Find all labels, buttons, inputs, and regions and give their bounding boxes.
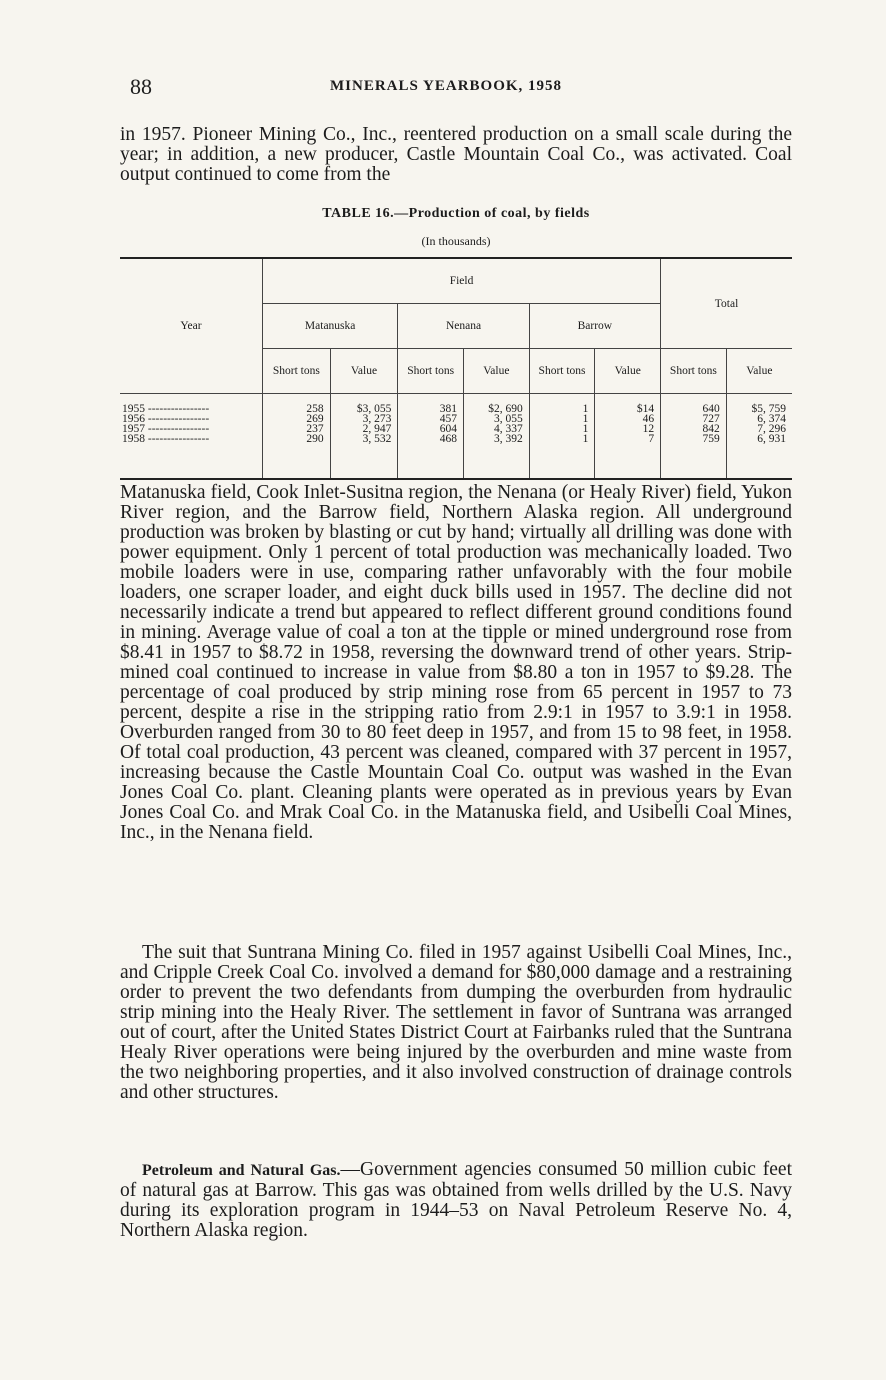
coal-production-table — [120, 257, 792, 480]
matanuska-tons-column — [263, 394, 331, 480]
nenana-tons-column — [398, 394, 464, 480]
barrow-tons-values: 1 1 1 1 — [582, 403, 589, 445]
matanuska-header: Matanuska — [263, 304, 398, 349]
total-value-values: $5, 759 6, 374 7, 296 6, 931 — [751, 403, 786, 445]
section-heading-petroleum: Petroleum and Natural Gas. — [142, 1162, 341, 1179]
nenana-tons-values: 381 457 604 468 — [439, 403, 458, 445]
barrow-value-values: $14 46 12 7 — [636, 403, 655, 445]
short-tons-header: Short tons — [398, 349, 464, 394]
nenana-header: Nenana — [398, 304, 529, 349]
year-header: Year — [120, 258, 263, 394]
total-tons-column — [661, 394, 727, 480]
barrow-tons-column — [529, 394, 595, 480]
short-tons-header: Short tons — [529, 349, 595, 394]
paragraph-petroleum — [120, 1160, 792, 1241]
value-header: Value — [330, 349, 398, 394]
total-tons-values: 640 727 842 759 — [702, 403, 720, 445]
total-header: Total — [661, 258, 792, 349]
value-header: Value — [726, 349, 792, 394]
total-value-column — [726, 394, 792, 480]
nenana-value-values: $2, 690 3, 055 4, 337 3, 392 — [488, 403, 523, 445]
value-header: Value — [464, 349, 530, 394]
nenana-value-column — [464, 394, 530, 480]
running-head — [120, 74, 800, 98]
year-values: 1955 ---------------- 1956 ---------------- 1957 ---------------- 1958 ---------------- — [122, 404, 210, 444]
paragraph-petroleum-text: —Government agencies consumed 50 million cubic feet of natural gas at Barrow. This gas was obtained from wells drilled by the U.S. Navy during its exploration program in 1944–53 on Naval Petroleum Reserve No. 4, Northern Alaska region. — [120, 1159, 793, 1241]
paragraph-lawsuit: The suit that Suntrana Mining Co. filed in 1957 against Usibelli Coal Mines, Inc., and Cripple Creek Coal Co. involved a demand for $80,000 damage and a restraining order to prevent the two defendants from dumping the overburden from hydraulic strip mining into the Healy River. The settlement in favor of Suntrana was arranged out of court, after the United States District Court at Fairbanks ruled that the Suntrana Healy River operations were being injured by the overburden and mine waste from the two neighboring properties, and it also involved construction of drainage controls and other structures. — [120, 942, 792, 1103]
matanuska-tons-values: 258 269 237 290 — [306, 403, 324, 445]
value-header: Value — [595, 349, 661, 394]
matanuska-value-values: $3, 055 3, 273 2, 947 3, 532 — [356, 403, 392, 445]
barrow-value-column — [595, 394, 661, 480]
table-title: TABLE 16.—Production of coal, by fields — [322, 206, 590, 221]
short-tons-header: Short tons — [263, 349, 331, 394]
paragraph-intro: in 1957. Pioneer Mining Co., Inc., reentered production on a small scale during the year; in addition, a new producer, Castle Mountain Coal Co., was activated. Coal output continued to come from the — [120, 124, 792, 185]
year-column — [120, 394, 263, 480]
barrow-header: Barrow — [529, 304, 660, 349]
matanuska-value-column — [330, 394, 398, 480]
field-header: Field — [263, 258, 661, 304]
page-number: 88 — [130, 74, 152, 99]
paragraph-fields: Matanuska field, Cook Inlet-Susitna region, the Nenana (or Healy River) field, Yukon River region, and the Barrow field, Northern Alaska region. All underground production was broken by blasting or cut by hand; virtually all drilling was done with power equipment. Only 1 percent of total production was mechanically loaded. Two mobile loaders were in use, comparing rather unfavorably with the four mobile loaders, one scraper loader, and eight duck bills used in 1957. The decline did not necessarily indicate a trend but appeared to reflect different ground conditions found in mining. Average value of coal a ton at the tipple or mined underground rose from $8.41 in 1957 to $8.72 in 1958, reversing the downward trend of other years. Strip-mined coal continued to increase in value from $8.80 a ton in 1957 to $9.28. The percentage of coal produced by strip mining rose from 65 percent in 1957 to 73 percent, despite a rise in the stripping ratio from 2.9:1 in 1957 to 3.9:1 in 1958. Overburden ranged from 30 to 80 feet deep in 1957, and from 15 to 98 feet, in 1958. Of total coal production, 43 percent was cleaned, compared with 37 percent in 1957, increasing because the Castle Mountain Coal Co. output was washed in the Evan Jones Coal Co. plant. Cleaning plants were operated as in previous years by Evan Jones Coal Co. and Mrak Coal Co. in the Matanuska field, and Usibelli Coal Mines, Inc., in the Nenana field. — [120, 482, 792, 843]
table-subtitle: (In thousands) — [421, 234, 491, 248]
running-title: MINERALS YEARBOOK, 1958 — [330, 78, 563, 94]
short-tons-header: Short tons — [661, 349, 727, 394]
table-body-row — [120, 394, 792, 480]
